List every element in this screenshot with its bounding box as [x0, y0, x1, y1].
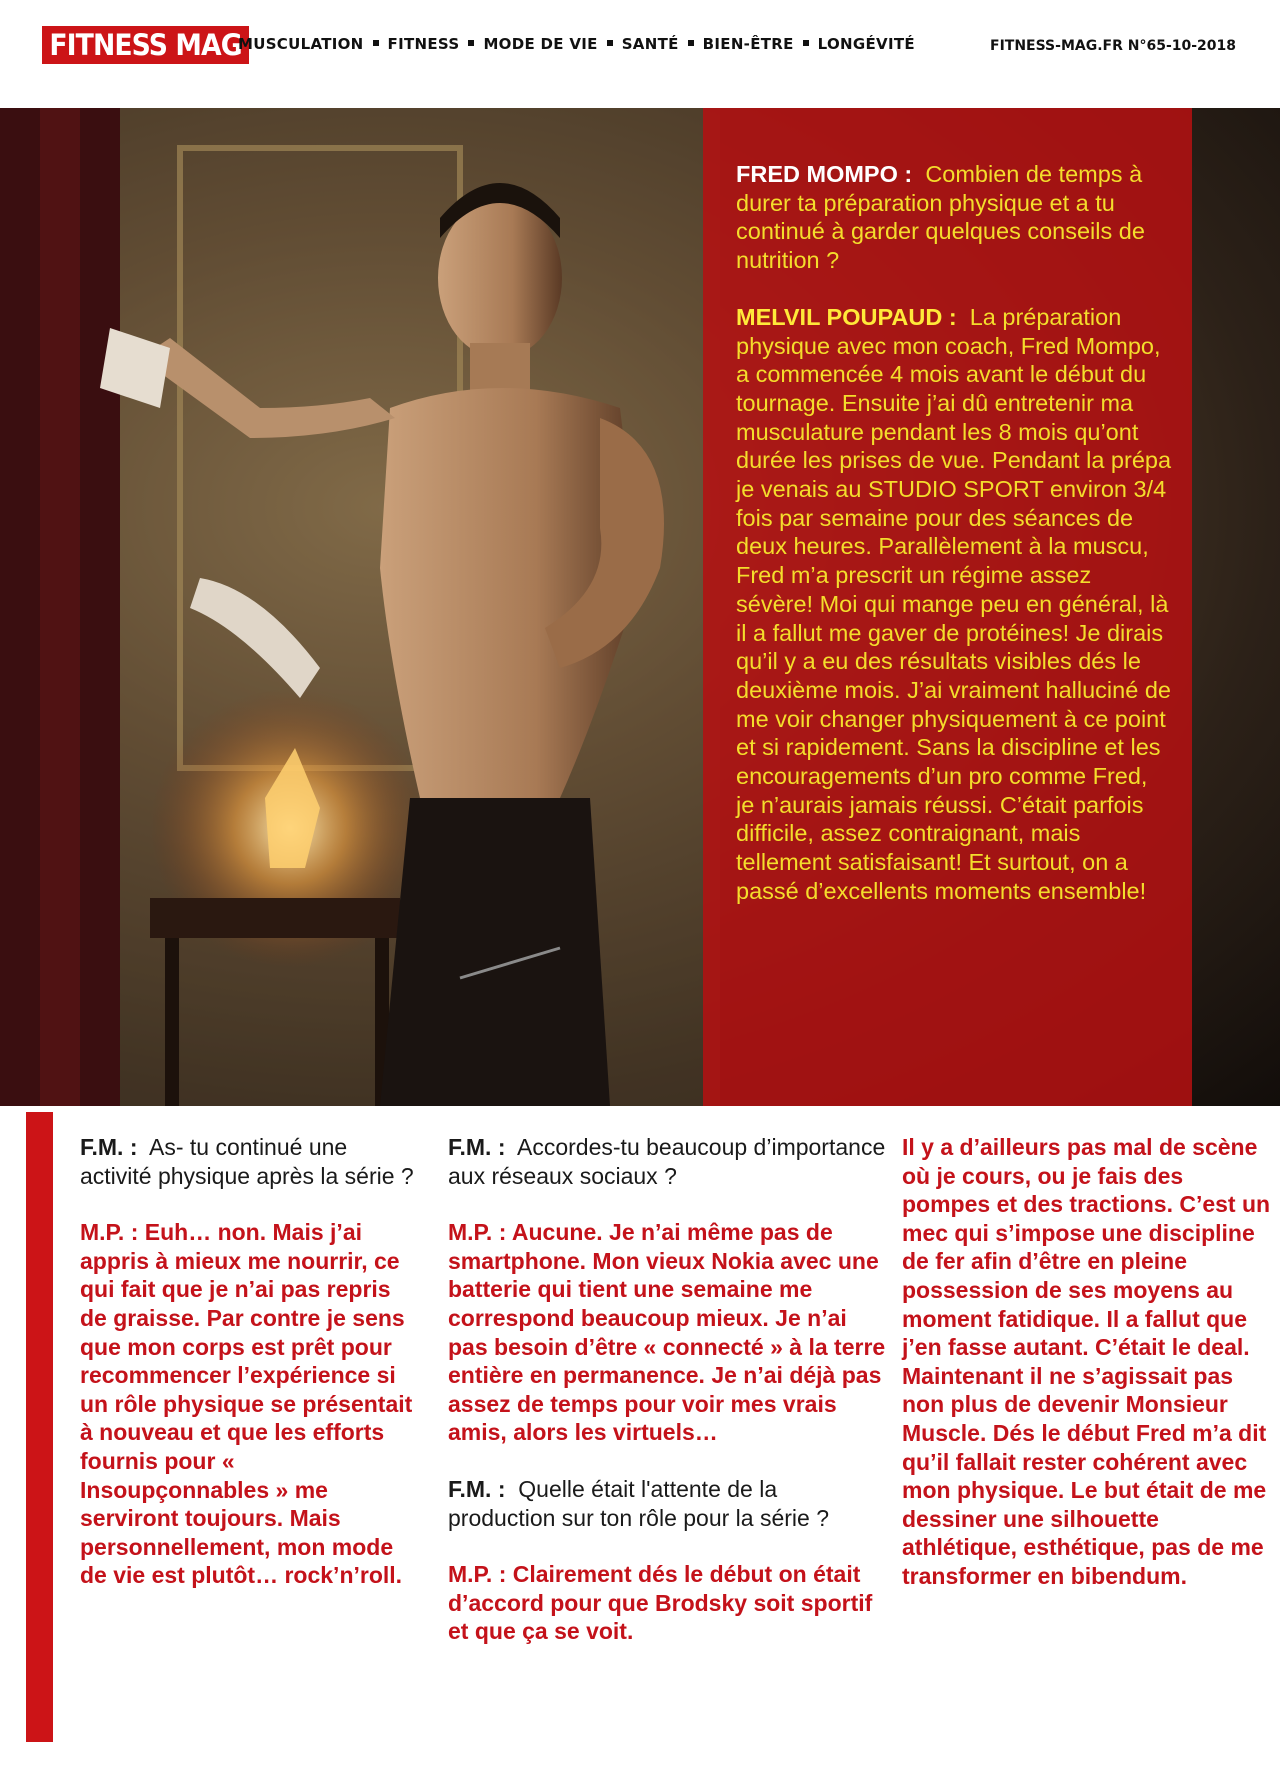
question-text: As- tu continué une activité physique après la série ?: [80, 1134, 414, 1189]
interview-answer: Il y a d’ailleurs pas mal de scène où je cours, ou je fais des pompes et des tractions. C’est un mec qui s’impose une discipline de fer afin d’être en pleine possession de ses moyens au moment fatidique. Il a fallut que j’en fasse autant. C’était le deal. Maintenant il ne s’agissait pas non plus de devenir Monsieur Muscle. Dés le début Fred m’a dit qu’il fallait rester cohérent avec mon physique. Le but était de me dessiner une silhouette athlétique, esthétique, pas de me transformer en bibendum.: [902, 1134, 1271, 1589]
interview-answer: M.P. : Clairement dés le début on était d’accord pour que Brodsky soit sportif et que ça se voit.: [448, 1561, 873, 1645]
quote-answer-text: La préparation physique avec mon coach, Fred Mompo, a commencée 4 mois avant le début du tournage. Ensuite j’ai dû entretenir ma musculature pendant les 8 mois qu’ont durée les prises de vue. Pendant la prépa je venais au STUDIO SPORT environ 3/4 fois par semaine pour des séances de deux heures. Parallèlement à la muscu, Fred m’a prescrit un régime assez sévère! Moi qui mange peu en général, là il a fallut me gaver de protéines! Je dirais qu’il y a eu des résultats visibles dés le deuxième mois. J’ai vraiment halluciné de me voir changer physiquement à ce point et si rapidement. Sans la discipline et les encouragements d’un pro comme Fred, je n’aurais jamais réussi. C’était parfois difficile, assez contraignant, mais tellement satisfaisant! Et surtout, on a passé d’excellents moments ensemble!: [736, 303, 1172, 904]
question-label: F.M. :: [448, 1134, 506, 1160]
interview-answer: M.P. : Euh… non. Mais j’ai appris à mieux me nourrir, ce qui fait que je n’ai pas repris de graisse. Par contre je sens que mon corps est prêt pour recommencer l’expérience si un rôle physique se présentait à nouveau et que les efforts fournis pour « Insoupçonnables » me serviront toujours. Mais personnellement, mon mode de vie est plutôt… rock’n’roll.: [80, 1219, 413, 1589]
square-bullet-icon: [373, 40, 379, 46]
interview-question: [448, 1133, 888, 1190]
article-column-3: [902, 1133, 1272, 1619]
article-column-1: [80, 1133, 420, 1618]
section-nav: [238, 35, 915, 53]
nav-item-sante[interactable]: SANTÉ: [621, 35, 679, 53]
head: [438, 198, 562, 358]
masthead: [0, 0, 1280, 108]
nav-item-longevite[interactable]: LONGÉVITÉ: [817, 35, 915, 53]
quote-question: [736, 160, 1172, 275]
square-bullet-icon: [803, 40, 809, 46]
quote-answer-speaker: MELVIL POUPAUD :: [736, 303, 957, 330]
square-bullet-icon: [468, 40, 474, 46]
square-bullet-icon: [688, 40, 694, 46]
highlight-quote-box: [703, 108, 1192, 1106]
nav-item-fitness[interactable]: FITNESS: [387, 35, 460, 53]
trousers: [380, 798, 610, 1106]
nav-item-musculation[interactable]: MUSCULATION: [238, 35, 364, 53]
interview-question: [448, 1475, 888, 1532]
question-label: F.M. :: [448, 1475, 506, 1502]
quote-answer: [736, 303, 1172, 906]
question-label: F.M. :: [80, 1134, 138, 1160]
quote-question-speaker: FRED MOMPO :: [736, 161, 913, 187]
issue-number: FITNESS-MAG.FR N°65-10-2018: [990, 38, 1237, 54]
interview-question: [80, 1133, 420, 1190]
interview-answer: M.P. : Aucune. Je n’ai même pas de smartphone. Mon vieux Nokia avec une batterie qui tient une semaine me correspond beaucoup mieux. Je n’ai pas besoin d’être « connecté » à la terre entière en permanence. Je n’ai déjà pas assez de temps pour voir mes vrais amis, alors les virtuels…: [448, 1219, 886, 1446]
question-text: Accordes-tu beaucoup d’importance aux réseaux sociaux ?: [448, 1134, 886, 1189]
question-text: Quelle était l'attente de la production sur ton rôle pour la série ?: [448, 1475, 829, 1531]
square-bullet-icon: [607, 40, 613, 46]
quote-question-text: Combien de temps à durer ta préparation physique et a tu continué à garder quelques conseils de nutrition ?: [736, 161, 1145, 274]
article-column-2: [448, 1133, 888, 1674]
side-table: [150, 898, 400, 938]
nav-item-mode-de-vie[interactable]: MODE DE VIE: [483, 35, 598, 53]
accent-bar: [26, 1112, 53, 1742]
magazine-logo[interactable]: FITNESS MAG: [42, 26, 249, 64]
nav-item-bien-etre[interactable]: BIEN-ÊTRE: [702, 35, 794, 53]
